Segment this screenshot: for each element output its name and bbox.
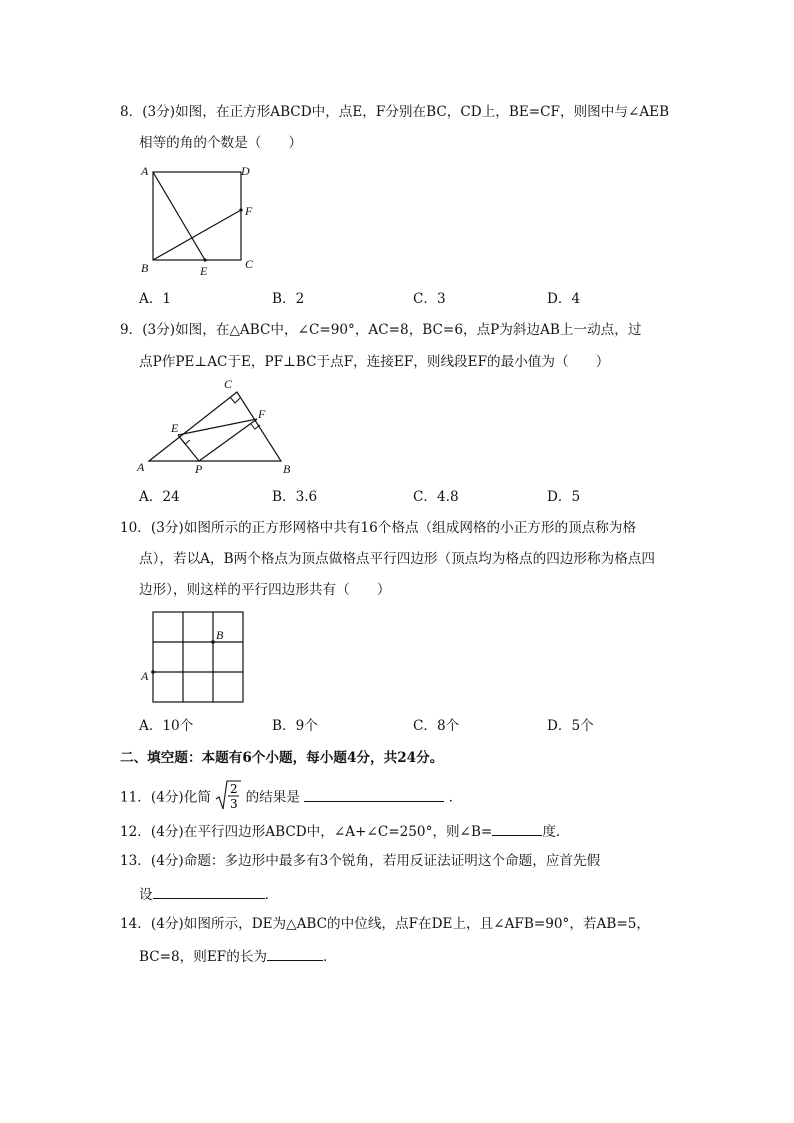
q13-line2 <box>139 884 278 904</box>
q13-answer-blank[interactable] <box>153 884 265 899</box>
q11-end: ． <box>448 789 463 806</box>
q10-option-d: D．5个 <box>547 718 594 734</box>
q9-label-p: P <box>195 462 203 476</box>
q13-end: ． <box>264 887 279 903</box>
q9-right-angle-c <box>230 397 240 403</box>
q10-option-a: A．10个 <box>139 718 194 734</box>
q9-option-c: C．4.8 <box>413 489 459 505</box>
q12-suffix: 度． <box>542 824 570 840</box>
q10-point-b <box>211 640 215 644</box>
q9-label-b: B <box>283 462 291 476</box>
q10-label-a: A <box>141 669 149 683</box>
q9-label-f: F <box>258 407 266 421</box>
q12-line <box>120 821 570 841</box>
q11-numerator: 2 <box>230 782 238 796</box>
q10-line1: 10．(3分)如图所示的正方形网格中共有16个格点（组成网格的小正方形的顶点称为格 <box>120 520 637 536</box>
q8-line2: 相等的角的个数是（ ） <box>139 135 303 151</box>
q10-grid-figure <box>138 606 250 708</box>
q10-label-b: B <box>216 628 224 642</box>
q8-point-f <box>239 208 242 211</box>
q13-line1: 13．(4分)命题：多边形中最多有3个锐角，若用反证法证明这个命题，应首先假 <box>120 853 601 869</box>
q10-option-b: B．9个 <box>272 718 318 734</box>
q9-triangle-figure <box>133 375 303 480</box>
q10-point-a <box>151 670 155 674</box>
q9-label-e: E <box>171 421 179 435</box>
q14-answer-blank[interactable] <box>267 946 323 961</box>
q11-line <box>120 781 462 815</box>
q8-label-d: D <box>241 164 250 178</box>
q9-label-c: C <box>224 377 233 391</box>
q14-prefix: BC=8，则EF的长为 <box>139 949 268 965</box>
q10-line3: 边形），则这样的平行四边形共有（ ） <box>139 582 391 598</box>
q8-label-a: A <box>141 164 149 178</box>
q8-segment-ae <box>153 172 205 260</box>
q11-answer-blank[interactable] <box>304 787 444 802</box>
q8-option-b: B．2 <box>272 291 305 307</box>
q12-prefix: 12．(4分)在平行四边形ABCD中，∠A+∠C=250°，则∠B= <box>120 824 493 840</box>
q12-answer-blank[interactable] <box>492 821 542 836</box>
q8-point-e <box>203 258 206 261</box>
q9-line2: 点P作PE⊥AC于E，PF⊥BC于点F，连接EF，则线段EF的最小值为（ ） <box>139 354 610 370</box>
q8-label-e: E <box>200 264 208 278</box>
q11-prefix: 11．(4分)化简 <box>120 789 211 806</box>
q9-option-a: A．24 <box>139 489 180 505</box>
q8-square-figure <box>135 160 265 280</box>
q9-line1: 9．(3分)如图，在△ABC中，∠C=90°，AC=8，BC=6，点P为斜边AB上一动点，过 <box>120 322 642 338</box>
q9-triangle-abc <box>149 392 281 461</box>
q10-grid-lines <box>153 612 243 702</box>
q8-label-b: B <box>141 261 149 275</box>
q11-denominator: 3 <box>230 797 238 811</box>
q8-segment-bf <box>153 210 241 260</box>
section2-title: 二、填空题：本题有6个小题，每小题4分，共24分。 <box>120 750 444 766</box>
q10-line2: 点），若以A，B两个格点为顶点做格点平行四边形（顶点均为格点的四边形称为格点四 <box>139 551 655 567</box>
q13-prefix: 设 <box>139 887 153 903</box>
q11-sqrt-fraction <box>215 779 241 813</box>
q9-right-angle-f <box>251 424 260 429</box>
q9-label-a: A <box>137 460 145 474</box>
q14-line1: 14．(4分)如图所示，DE为△ABC的中位线，点F在DE上，且∠AFB=90°，若AB=5， <box>120 916 650 932</box>
q11-suffix: 的结果是 <box>245 789 300 806</box>
q8-option-a: A．1 <box>139 291 172 307</box>
q10-option-c: C．8个 <box>413 718 460 734</box>
q8-label-c: C <box>245 257 254 271</box>
q8-option-c: C．3 <box>413 291 446 307</box>
q8-label-f: F <box>245 204 253 218</box>
q14-line2 <box>139 946 337 966</box>
q14-end: ． <box>323 949 337 965</box>
q9-option-b: B．3.6 <box>272 489 318 505</box>
q8-line1: 8．(3分)如图，在正方形ABCD中，点E，F分别在BC，CD上，BE=CF，则图中与∠AEB <box>120 104 670 120</box>
q9-option-d: D．5 <box>547 489 581 505</box>
q8-option-d: D．4 <box>547 291 581 307</box>
